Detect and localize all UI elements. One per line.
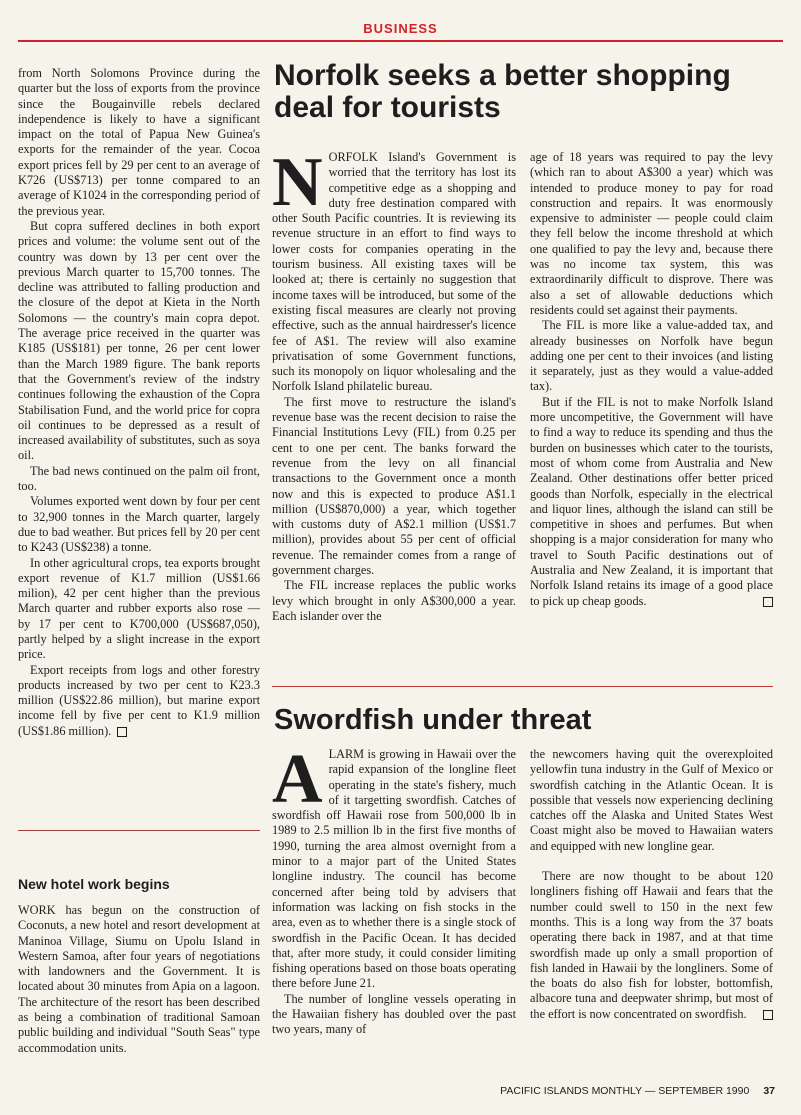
end-of-article-icon [763, 597, 773, 607]
paragraph: from North Solomons Province during the quarter but the loss of exports from the province since the Bougainville rebels declared independence is likely to have a significant impact on the total of Papua New Guinea's exports for the remainder of the year. Cocoa export prices fell by 29 per cent to an average of K726 (US$713) per tonne compared to an average of K1024 in the corresponding period of the previous year. [18, 66, 260, 218]
swordfish-headline: Swordfish under threat [274, 704, 592, 736]
page-footer [500, 1085, 775, 1097]
left-column-article [18, 66, 260, 739]
hotel-article [18, 903, 260, 1056]
paragraph-text: LARM is growing in Hawaii over the rapid expansion of the longline fleet operating in the state's fishery, much of it targetting swordfish. Catches of swordfish off Hawaii rose from 500,000 lb in 1989 to 2.5 million lb in the first five months of 1990, turning the area almost overnight from a minor to a major part of the United States longline industry. The council has become concerned after being told by advisers that information was lacking on fish stocks in the area, even as to whether there is a single stock of swordfish in the Pacific Ocean. It has decided that, after more study, it could consider limiting fishing operations based on those boats operating there before June 21. [272, 747, 516, 991]
paragraph-text: ORFOLK Island's Government is worried that the territory has lost its competitive edge as a shopping and duty free destination compared with other South Pacific countries. It is reviewing its revenue structure in an effort to find ways to lower costs for companies operating in the tourism business. All existing taxes will be looked at; there is certainly no suggestion that income taxes will be introduced, but some of the existing fiscal measures are clearly not proving effective, such as the annual hairdresser's licence fee of A$1. The review will also examine privatisation of some Government functions, such its monopoly on liquor wholesaling and the Norfolk Island philatelic bureau. [272, 150, 516, 394]
left-divider [18, 830, 260, 831]
header-rule [18, 40, 783, 42]
paragraph-text: There are now thought to be about 120 longliners fishing off Hawaii and fears that the number could swell to 150 in the next few months. This is a long way from the 37 boats operating there back in 1987, and at that time swordfish made up only a small proportion of fish landed in Hawaii by the longliners. Some of the boats do also fish for lobster, bottomfish, albacore tuna and deepwater shrimp, but most of the effort is now concentrated on swordfish. [530, 869, 773, 1021]
norfolk-headline: Norfolk seeks a better shopping deal for tourists [274, 59, 731, 124]
paragraph: The number of longline vessels operating in the Hawaiian fishery has doubled over the past two years, many of [272, 991, 516, 1037]
norfolk-column-2 [530, 150, 773, 609]
paragraph [272, 144, 516, 395]
page-number: 37 [763, 1085, 775, 1097]
end-of-article-icon [117, 727, 127, 737]
paragraph-text: But if the FIL is not to make Norfolk Island more uncompetitive, the Government will have to find a way to reduce its spending and thus the burden on businesses which cater to the tourists, most of whom come from Australia and New Zealand. Other destinations offer better priced goods than Norfolk, especially in the electrical and liquor lines, although the island can still be competitive in shoes and perfumes. But when shopping is a major consideration for many who travel to South Pacific destinations out of Australia and New Zealand, it is important that Norfolk Island retains its image of a good place to pick up cheap goods. [530, 394, 773, 608]
paragraph: The FIL increase replaces the public works levy which brought in only A$300,000 a year. Each islander over the [272, 578, 516, 623]
publication-name: PACIFIC ISLANDS MONTHLY — SEPTEMBER 1990 [500, 1085, 750, 1097]
dropcap: A [272, 741, 323, 818]
dropcap: N [272, 144, 323, 221]
paragraph: Volumes exported went down by four per cent to 32,900 tonnes in the March quarter, largely due to bad weather. But prices fell by 20 per cent to K243 (US$238) a tonne. [18, 494, 260, 555]
norfolk-column-1 [272, 144, 516, 624]
article-divider [272, 686, 773, 687]
paragraph: The FIL is more like a value-added tax, and already businesses on Norfolk have begun adding one per cent to their invoices (and listing it separately, just as they would a value-added tax). [530, 318, 773, 394]
paragraph-last [530, 395, 773, 609]
paragraph: The first move to restructure the island's revenue base was the recent decision to raise the Financial Institutions Levy (FIL) from 0.25 per cent to one per cent. The banks forward the revenue from the levy on all financial transactions to the Government once a month now and this is expected to produce A$1.1 million (US$870,000) a year, which together with customs duty of A$2.1 million (US$1.7 million), provides about 55 per cent of official revenue. The remainder comes from a range of government charges. [272, 394, 516, 578]
paragraph-text: Export receipts from logs and other forestry products increased by two per cent to K23.3 million (US$22.86 million), but marine export income fell by five per cent to K1.9 million (US$1.86 million). [18, 662, 260, 738]
swordfish-column-1 [272, 741, 516, 1038]
swordfish-column-2 [530, 747, 773, 1022]
paragraph: The bad news continued on the palm oil front, too. [18, 463, 260, 494]
paragraph: But copra suffered declines in both export prices and volume: the volume sent out of the country was down by 13 per cent over the previous March quarter to 15,700 tonnes. The decline was attributed to falling production and the closure of the depot at Kieta in the North Solomons — the country's main copra depot. The average price received in the quarter was K185 (US$181) per tonne, 26 per cent lower than the March 1989 figure. The bank reports that the Government's review of the indstry continues following the exhaustion of the Copra Stabilisation Fund, and the world price for copra oil continues to be depressed as a result of increased availability of substitutes, such as soya oil. [18, 218, 260, 463]
paragraph: age of 18 years was required to pay the levy (which ran to about A$300 a year) which was intended to produce money to pay for road construction and repairs. It was enormously expensive to administer — people could claim they fell below the income threshold at which one qualified to pay the levy and, because there was no income tax system, this was extraordinarily difficult to disprove. There was also a set of allowable deductions which residents could set against their payments. [530, 150, 773, 317]
paragraph-last [530, 869, 773, 1022]
paragraph: WORK has begun on the construction of Coconuts, a new hotel and resort development at Maninoa Village, Siumu on Upolu Island in Western Samoa, after four years of negotiations with landowners and the Government. It is located about 30 minutes from Apia on a lagoon. The architecture of the resort has been described as being a combination of traditional Samoan public building and individual "South Seas" type accommodation units. [18, 903, 260, 1055]
paragraph [272, 741, 516, 992]
hotel-headline: New hotel work begins [18, 876, 170, 892]
paragraph: the newcomers having quit the overexploited yellowfin tuna industry in the Gulf of Mexico or swordfish catching in the Atlantic Ocean. It is possible that vessels now experiencing declining catches off the Alaska and United States West Coast might also be moved to Hawaiian waters and equipped with new longline gear. [530, 747, 773, 853]
end-of-article-icon [763, 1010, 773, 1020]
paragraph: In other agricultural crops, tea exports brought export revenue of K1.7 million (US$1.66 milion), 42 per cent higher than the previous March quarter and rubber exports also rose — by 17 per cent to K700,000 (US$687,050), partly helped by a slight increase in the export price. [18, 555, 260, 662]
paragraph-last [18, 663, 260, 739]
section-label: BUSINESS [363, 21, 438, 36]
